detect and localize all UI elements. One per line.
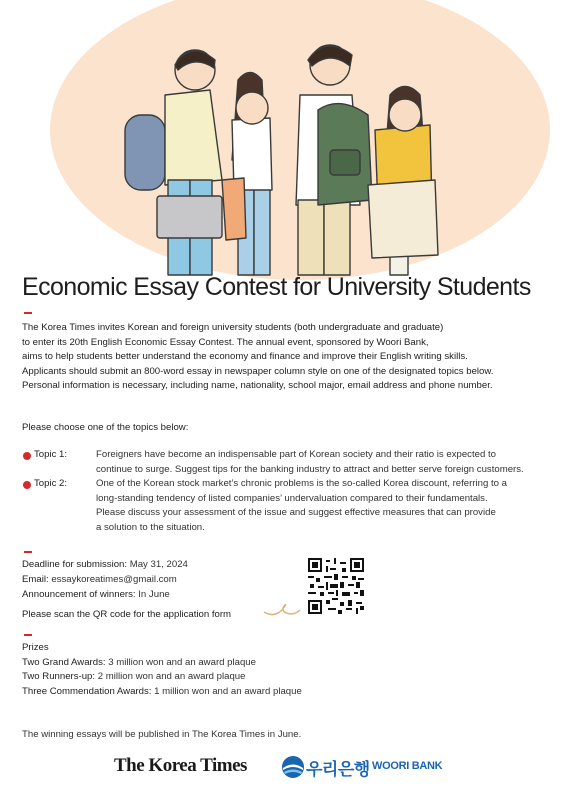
woori-bank-logo-icon <box>281 755 305 779</box>
prizes-heading: Prizes <box>22 642 49 653</box>
announcement-value: In June <box>138 589 170 600</box>
announcement-row <box>22 588 170 603</box>
bullet-icon <box>23 481 31 489</box>
prize-label: Two Grand Awards: <box>22 656 106 668</box>
topics-intro: Please choose one of the topics below: <box>22 422 189 433</box>
intro-line: Applicants should submit an 800-word essay in newspaper column style on one of the designated topics below. <box>22 365 494 377</box>
email-label: Email: <box>22 574 49 585</box>
topic-line: long-standing tendency of listed companies’ undervaluation compared to their fundamentals. <box>96 492 488 504</box>
qr-code-icon[interactable] <box>308 558 364 614</box>
topic-line: a solution to the situation. <box>96 521 205 533</box>
qr-instruction: Please scan the QR code for the application form <box>22 609 232 620</box>
topic-line: continue to surge. Suggest tips for the banking industry to attract and better serve foreign customers. <box>96 463 524 475</box>
intro-line: aims to help students better understand the economy and finance and improve their English writing skills. <box>22 351 468 363</box>
deadline-label: Deadline for submission: <box>22 559 128 570</box>
red-divider <box>24 312 32 314</box>
woori-bank-korean-name: 우리은행 <box>306 760 370 779</box>
red-divider <box>24 634 32 636</box>
topic-line: One of the Korean stock market’s chronic problems is the so-called Korea discount, referring to a <box>96 478 507 489</box>
intro-line: Personal information is necessary, including name, nationality, school major, email address and phone number. <box>22 380 493 392</box>
publication-note: The winning essays will be published in The Korea Times in June. <box>22 729 302 740</box>
topic-line: Please discuss your assessment of the issue and suggest effective measures that can provide <box>96 507 496 518</box>
intro-paragraph <box>22 321 562 394</box>
prize-label: Two Runners-up: <box>22 671 96 682</box>
prize-value: 1 million won and an award plaque <box>154 685 302 697</box>
topic-label: Topic 2: <box>34 478 68 489</box>
woori-bank-english-name: WOORI BANK <box>372 760 443 772</box>
prize-row <box>22 670 302 685</box>
prize-row <box>22 685 302 700</box>
deadline-row <box>22 558 188 573</box>
squiggle-decoration <box>262 598 302 622</box>
korea-times-logo: The Korea Times <box>114 755 247 776</box>
email-row <box>22 573 177 588</box>
topic-label: Topic 1: <box>34 449 68 460</box>
page-title: Economic Essay Contest for University Students <box>22 273 531 301</box>
prizes-section <box>22 641 302 699</box>
announcement-label: Announcement of winners: <box>22 589 136 600</box>
intro-line: to enter its 20th English Economic Essay Contest. The annual event, sponsored by Woori Bank, <box>22 336 429 348</box>
email-value[interactable]: essaykoreatimes@gmail.com <box>51 574 177 585</box>
deadline-value: May 31, 2024 <box>129 559 188 570</box>
intro-line: The Korea Times invites Korean and foreign university students (both undergraduate and graduate) <box>22 322 444 333</box>
bullet-icon <box>23 452 31 460</box>
students-illustration <box>0 0 568 280</box>
topic-line: Foreigners have become an indispensable part of Korean society and their ratio is expected to <box>96 449 496 460</box>
prize-label: Three Commendation Awards: <box>22 685 152 697</box>
prize-value: 3 million won and an award plaque <box>108 656 256 668</box>
red-divider <box>24 551 32 553</box>
prize-row <box>22 656 302 671</box>
prize-value: 2 million won and an award plaque <box>97 671 246 682</box>
